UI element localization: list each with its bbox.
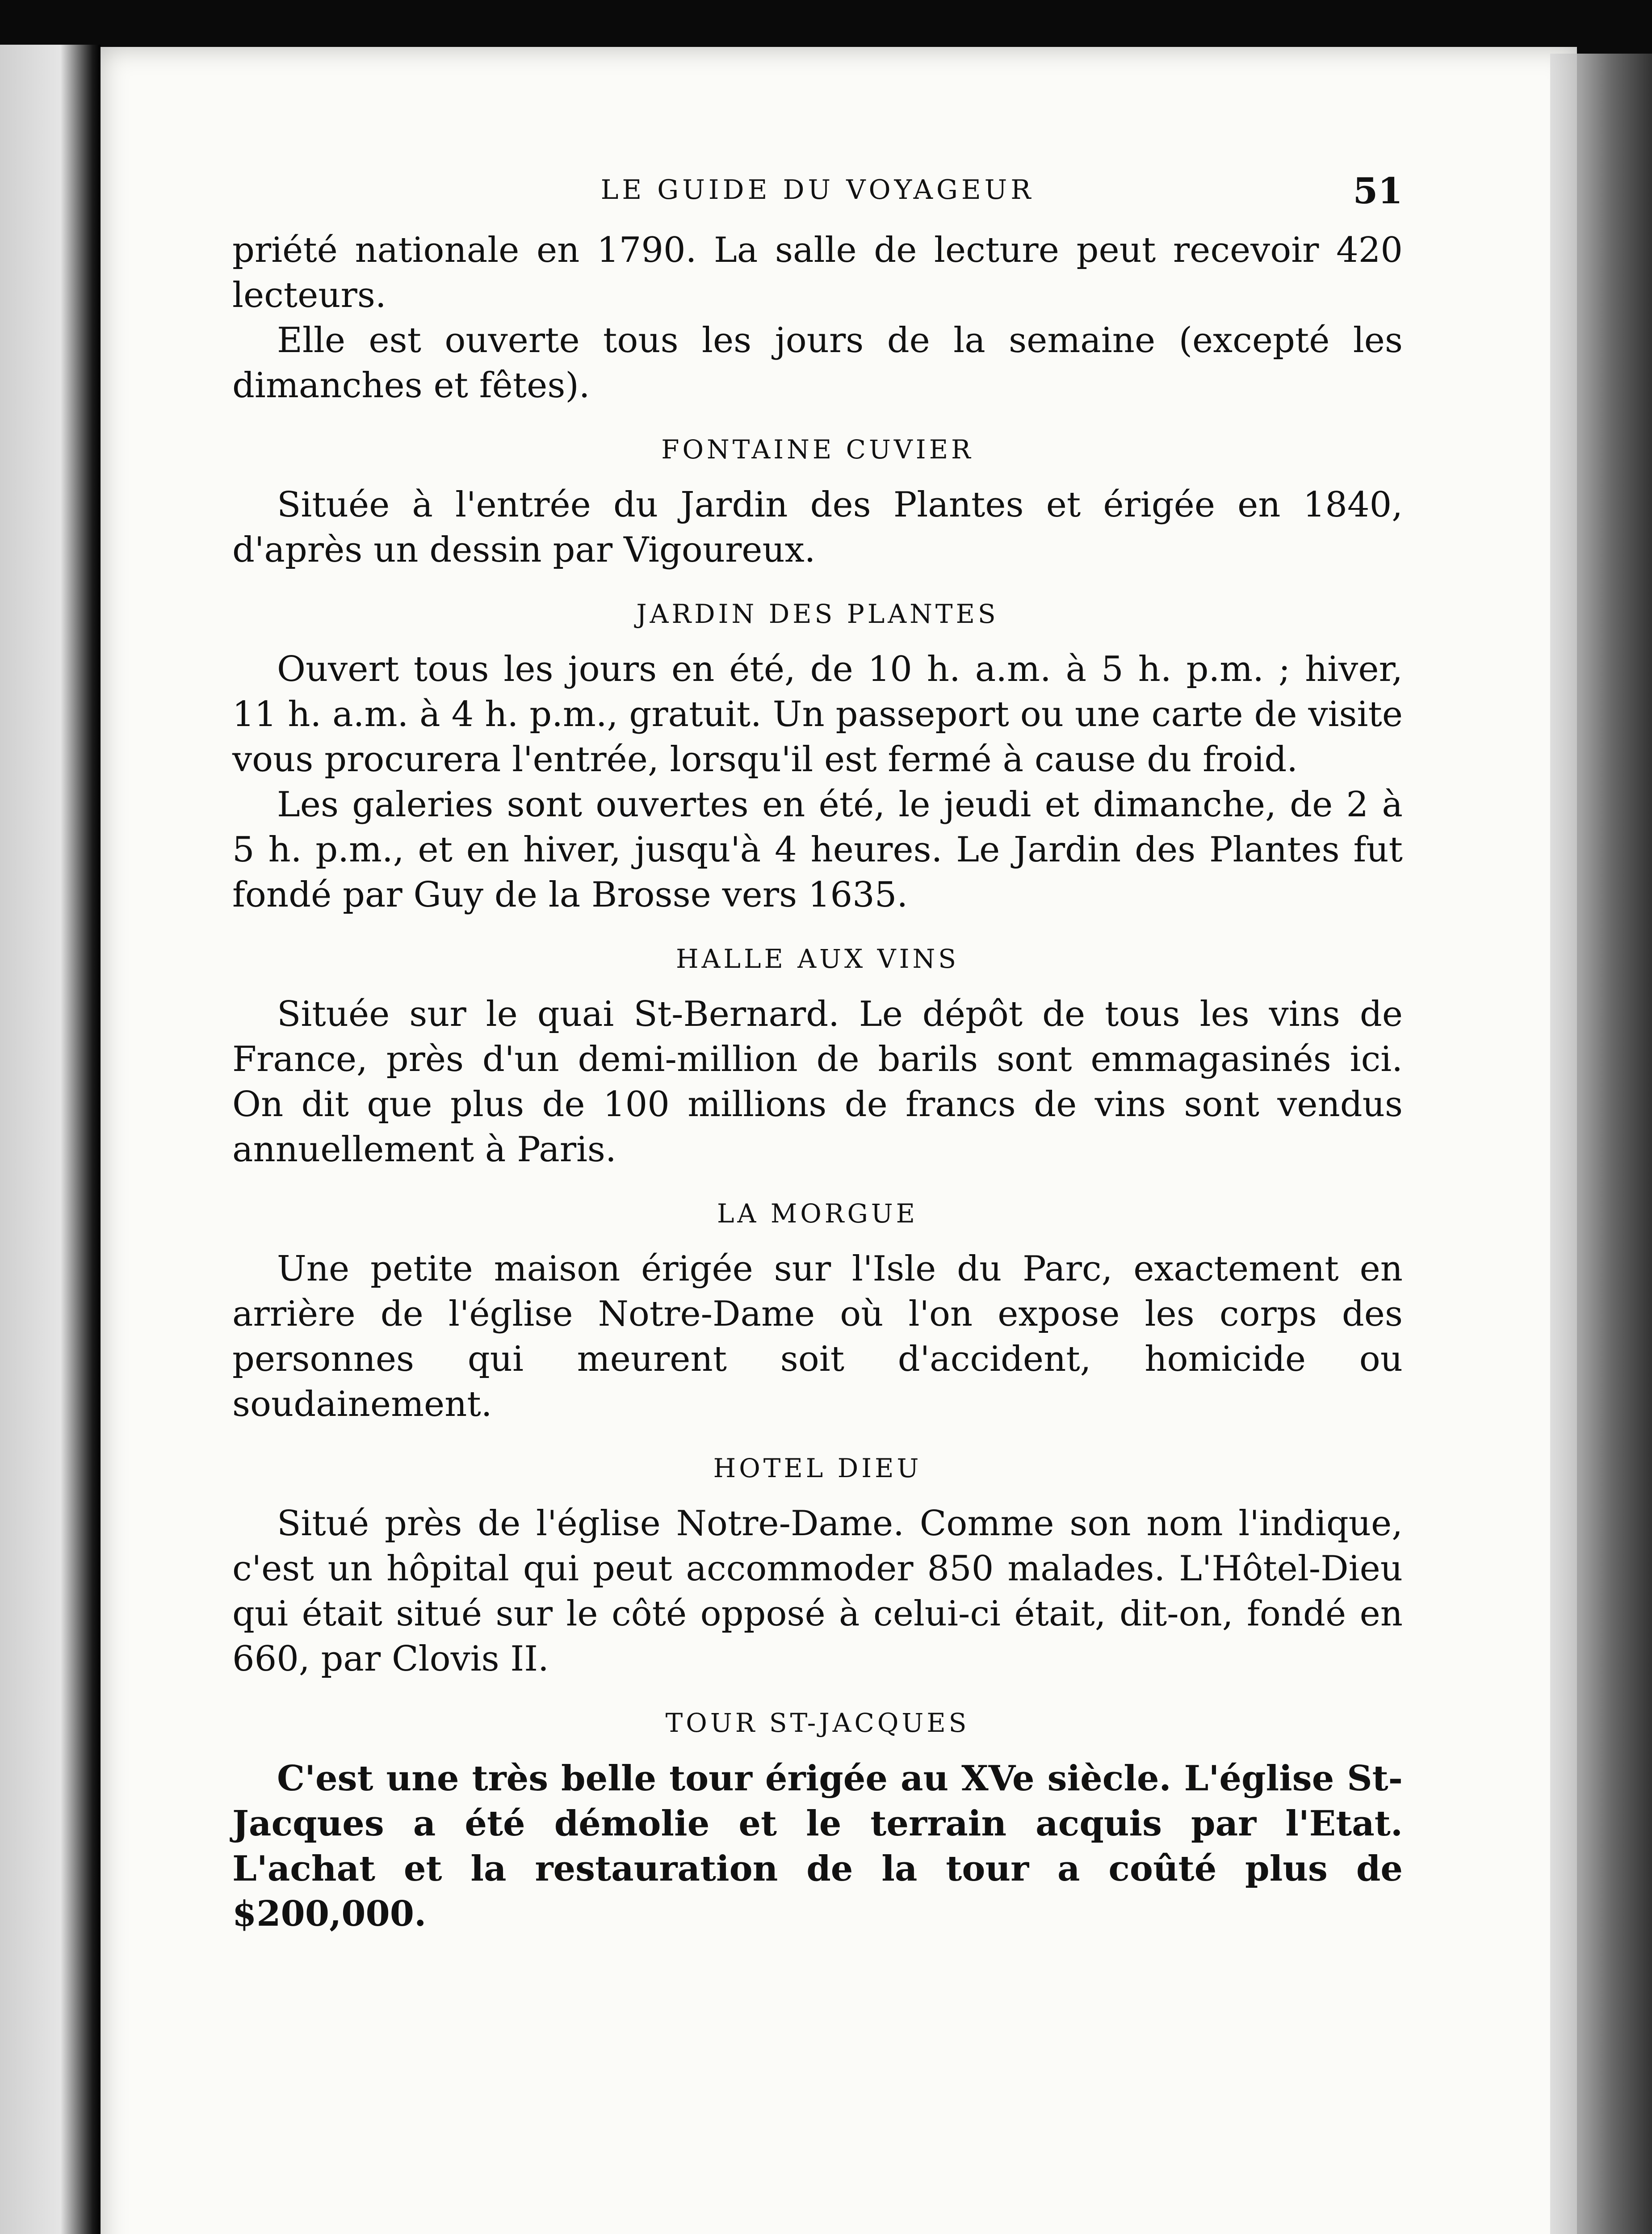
section-heading: FONTAINE CUVIER — [661, 434, 974, 465]
page-number: 51 — [1353, 170, 1403, 212]
section-jardin-des-plantes — [232, 599, 1403, 918]
paragraph: Une petite maison érigée sur l'Isle du Parc, exactement en arrière de l'église Notre-Dame où l'on expose les corps des personnes qui meurent soit d'accident, homicide ou soudainement. — [232, 1249, 1403, 1424]
section-heading: HALLE AUX VINS — [675, 944, 960, 974]
section-la-morgue — [232, 1198, 1403, 1427]
section-bibliotheque-continued — [232, 228, 1403, 408]
section-tour-st-jacques — [232, 1708, 1403, 1936]
section-heading: HOTEL DIEU — [713, 1453, 922, 1483]
section-hotel-dieu — [232, 1453, 1403, 1682]
paragraph: Ouvert tous les jours en été, de 10 h. a.m. à 5 h. p.m. ; hiver, 11 h. a.m. à 4 h. p.m., gratuit. Un passeport ou une carte de visite vous procurera l'entrée, lorsqu'il est fermé à cause du froid. — [232, 649, 1403, 780]
paragraph: Les galeries sont ouvertes en été, le jeudi et dimanche, de 2 à 5 h. p.m., et en hiver, jusqu'à 4 heures. Le Jardin des Plantes fut fondé par Guy de la Brosse vers 1635. — [232, 785, 1403, 915]
running-title: LE GUIDE DU VOYAGEUR — [600, 174, 1035, 206]
section-heading: JARDIN DES PLANTES — [636, 599, 999, 629]
paragraph: Située sur le quai St-Bernard. Le dépôt de tous les vins de France, près d'un demi-million de barils sont emmagasinés ici. On dit que plus de 100 millions de francs de vins sont vendus annuellement à Paris. — [232, 994, 1403, 1170]
section-fontaine-cuvier — [232, 434, 1403, 573]
paragraph: Située à l'entrée du Jardin des Plantes et érigée en 1840, d'après un dessin par Vigoureux. — [232, 485, 1403, 570]
section-heading: LA MORGUE — [717, 1198, 918, 1229]
paragraph: priété nationale en 1790. La salle de lecture peut recevoir 420 lecteurs. — [232, 230, 1403, 315]
scan-left-border — [0, 45, 101, 2234]
paragraph: Elle est ouverte tous les jours de la semaine (excepté les dimanches et fêtes). — [232, 320, 1403, 406]
paragraph: Situé près de l'église Notre-Dame. Comme son nom l'indique, c'est un hôpital qui peut accommoder 850 malades. L'Hôtel-Dieu qui était situé sur le côté opposé à celui-ci était, dit-on, fondé en 660, par Clovis II. — [232, 1503, 1403, 1679]
paragraph: C'est une très belle tour érigée au XVe siècle. L'église St-Jacques a été démolie et le terrain acquis par l'Etat. L'achat et la restauration de la tour a coûté plus de $200,000. — [232, 1758, 1403, 1934]
book-page-edges — [1550, 54, 1652, 2234]
section-halle-aux-vins — [232, 944, 1403, 1172]
page-content — [232, 170, 1403, 1936]
running-header — [232, 170, 1403, 223]
section-heading: TOUR ST-JACQUES — [665, 1708, 970, 1738]
